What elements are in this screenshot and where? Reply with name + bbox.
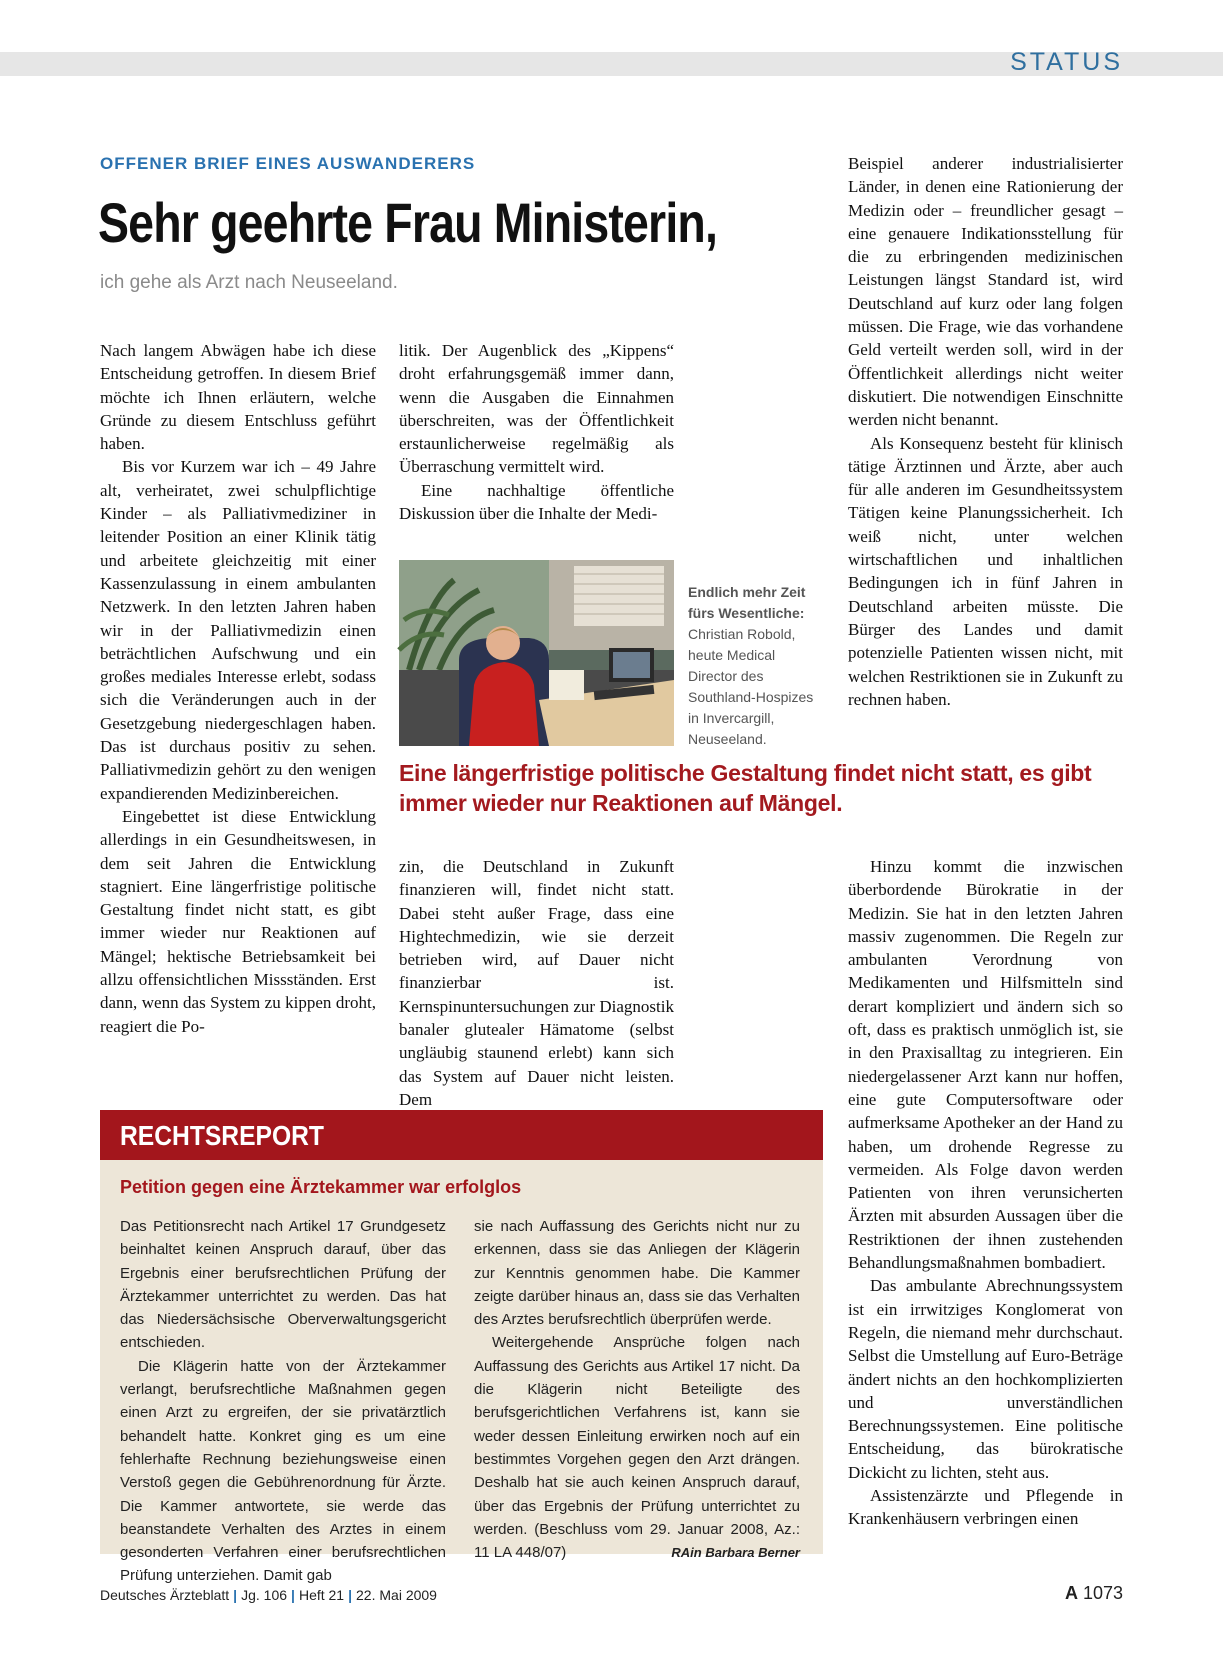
paragraph: Nach langem Abwägen habe ich diese Entscheidung getroffen. In diesem Brief möchte ich Ihnen erläutern, welche Gründe zu diesem Entschluss geführt haben. — [100, 341, 376, 454]
separator: | — [348, 1587, 353, 1603]
paragraph: Das ambulante Abrechnungssystem ist ein irrwitziges Konglomerat von Regeln, die niemand mehr durchschaut. Selbst die Umstellung auf Euro-Beträge ändert nichts an den hochkomplizierten und unverständlichen Berechnungssystemen. Eine politische Entscheidung, das bürokratische Dickicht zu lichten, steht aus. — [848, 1276, 1123, 1482]
photo-illustration — [399, 560, 674, 746]
paragraph: Eine nachhaltige öffentliche Diskussion über die Inhalte der Medi- — [399, 480, 674, 524]
photo-caption — [688, 582, 823, 750]
page-number-value: 1073 — [1082, 1583, 1123, 1603]
text-column-2-top — [399, 339, 674, 525]
issue-date: 22. Mai 2009 — [356, 1587, 437, 1603]
kicker: OFFENER BRIEF EINES AUSWANDERERS — [100, 154, 476, 173]
portrait-photo — [399, 560, 674, 746]
footer — [100, 1587, 437, 1603]
journal-name: Deutsches Ärzteblatt — [100, 1587, 230, 1603]
separator: | — [291, 1587, 295, 1603]
caption-title: Endlich mehr Zeit fürs Wesentliche: — [688, 584, 806, 621]
paragraph: Beispiel anderer industrialisierter Länder, in denen eine Rationierung der Medizin oder – freundlicher gesagt – eine genauere Indikationsstellung für die zu erbringenden medizinischen Leistungen längst Standard ist, wird Deutschland auf kurz oder lang folgen müssen. Die Frage, wie das vorhandene Geld verteilt werden soll, wird in der Öffentlichkeit allerdings nicht weiter diskutiert. Die notwendigen Einschnitte werden nicht benannt. — [848, 154, 1123, 430]
paragraph — [474, 1331, 800, 1564]
paragraph: zin, die Deutschland in Zukunft finanzieren will, findet nicht statt. Dabei steht außer Frage, dass eine Hightechmedizin, wie sie derzeit betrieben wird, auf Dauer nicht finanzierbar ist. Kernspinuntersuchungen zur Diagnostik banaler glutealer Hämatome (selbst ungläubig staunend erlebt) kann sich das System auf Dauer nicht leisten. Dem — [399, 857, 674, 1109]
caption-text: Christian Robold, heute Medical Director des Southland-Hospizes in Invercargill, Neuseeland. — [688, 626, 814, 747]
box-header — [100, 1110, 823, 1160]
paragraph: Die Klägerin hatte von der Ärztekammer verlangt, berufsrechtliche Maßnahmen gegen einen Arzt zu ergreifen, der sie privatärztlich behandelt hatte. Konkret ging es um eine fehlerhafte Rechnung beziehungsweise einen Verstoß gegen die Gebührenordnung für Ärzte. Die Kammer antwortete, sie werde das beanstandete Verhalten des Arztes in einem gesonderten Verfahren einer berufsrechtlichen Prüfung unterziehen. Damit gab — [120, 1357, 446, 1585]
section-label: STATUS — [1010, 48, 1123, 76]
subheadline: ich gehe als Arzt nach Neuseeland. — [100, 272, 398, 293]
page-prefix: A — [1064, 1583, 1078, 1603]
text-column-2-bottom — [399, 855, 674, 1111]
paragraph-text: Weitergehende Ansprüche folgen nach Auffassung des Gerichts aus Artikel 17 nicht. Da die Klägerin nicht Beteiligte des berufsgerichtlichen Verfahrens ist, kann sie weder dessen Einleitung erwirken noch auf ein bestimmtes Vorgehen gegen den Arzt drängen. Deshalb hat sie auch keinen Anspruch darauf, über das Ergebnis der Prüfung unterrichtet zu werden. (Beschluss vom 29. Januar 2008, Az.: 11 LA 448/07) — [474, 1334, 800, 1562]
volume: Jg. 106 — [241, 1587, 288, 1603]
text-column-3-bottom — [848, 855, 1123, 1531]
paragraph: Als Konsequenz besteht für klinisch tätige Ärztinnen und Ärzte, aber auch für alle anderen im Gesundheitssystem Tätigen keine Planungssicherheit. Ich weiß nicht, unter welchen wirtschaftlichen und inhaltlichen Bedingungen ich in fünf Jahren in Deutschland arbeiten müsste. Die Bürger des Landes und damit potenzielle Patienten wissen nicht, mit welchen Restriktionen sie in Zukunft zu rechnen haben. — [848, 433, 1123, 709]
box-author: RAin Barbara Berner — [671, 1545, 800, 1561]
separator: | — [233, 1587, 238, 1603]
pull-quote: Eine längerfristige politische Gestaltung findet nicht statt, es gibt immer wieder nur Reaktionen auf Mängel. — [399, 760, 1092, 816]
headline: Sehr geehrte Frau Ministerin, — [98, 191, 718, 254]
paragraph: Hinzu kommt die inzwischen überbordende Bürokratie in der Medizin. Sie hat in den letzten Jahren massiv zugenommen. Die Regeln zur ambulanten Verordnung von Medikamenten und Hilfsmitteln sind derart kompliziert und ändern sich so oft, dass es praktisch unmöglich ist, sie in den Praxisalltag zu integrieren. Ein niedergelassener Arzt kann nur hoffen, eine gute Computersoftware oder aufmerksame Apotheker an der Hand zu haben, um drohende Regresse zu vermeiden. Als Folge davon werden Patienten von ihren verunsicherten Ärzten mit absurden Aussagen über die Restriktionen der ihnen zustehenden Behandlungsmaßnahmen bombadiert. — [848, 857, 1123, 1273]
paragraph: Das Petitionsrecht nach Artikel 17 Grundgesetz beinhaltet keinen Anspruch darauf, über das Ergebnis einer berufsrechtlichen Prüfung der Ärztekammer unterrichtet zu werden. Das hat das Niedersächsische Oberverwaltungsgericht entschieden. — [120, 1218, 446, 1352]
text-column-1 — [100, 339, 376, 1038]
box-title: RECHTSREPORT — [120, 1120, 324, 1151]
text-column-3-top — [848, 152, 1123, 711]
paragraph: Eingebettet ist diese Entwicklung allerdings in ein Gesundheitswesen, in dem seit Jahren die Entwicklung stagniert. Eine längerfristige politische Gestaltung findet nicht statt, es gibt immer wieder nur Reaktionen auf Mängel; hektische Betriebsamkeit bei allzu offensichtlichen Missständen. Erst dann, wenn das System zu kippen droht, reagiert die Po- — [100, 806, 376, 1036]
paragraph: litik. Der Augenblick des „Kippens“ droht erfahrungsgemäß immer dann, wenn die Ausgaben die Einnahmen überschreiten, was der Öffentlichkeit erstaunlicherweise regelmäßig als Überraschung vermittelt wird. — [399, 341, 674, 477]
page-number — [1065, 1583, 1123, 1604]
paragraph: sie nach Auffassung des Gerichts nicht nur zu erkennen, dass sie das Anliegen der Klägerin zur Kenntnis genommen habe. Die Kammer zeigte darüber hinaus an, dass sie das Verhalten des Arztes berufsrechtlich überprüfen werde. — [474, 1218, 800, 1329]
issue: Heft 21 — [298, 1587, 345, 1603]
paragraph: Bis vor Kurzem war ich – 49 Jahre alt, verheiratet, zwei schulpflichtige Kinder – als Palliativmediziner in leitender Position an einer Klinik tätig und arbeitete gleichzeitig mit einer Kassenzulassung in einem ambulanten Netzwerk. In den letzten Jahren haben wir in der Palliativmedizin einen beträchtlichen Aufschwung und ein großes mediales Interesse erlebt, sodass sich die Veränderungen auch in der Gesetzgebung niedergeschlagen haben. Das ist durchaus positiv zu sehen. Palliativmedizin gehört zu den wenigen expandierenden Medizinbereichen. — [100, 457, 376, 803]
paragraph: Assistenzärzte und Pflegende in Krankenhäusern verbringen einen — [848, 1486, 1123, 1529]
rechtsreport-box — [100, 1110, 823, 1585]
box-column-1 — [120, 1215, 446, 1588]
box-column-2 — [474, 1215, 800, 1564]
box-subtitle: Petition gegen eine Ärztekammer war erfolglos — [120, 1177, 522, 1197]
